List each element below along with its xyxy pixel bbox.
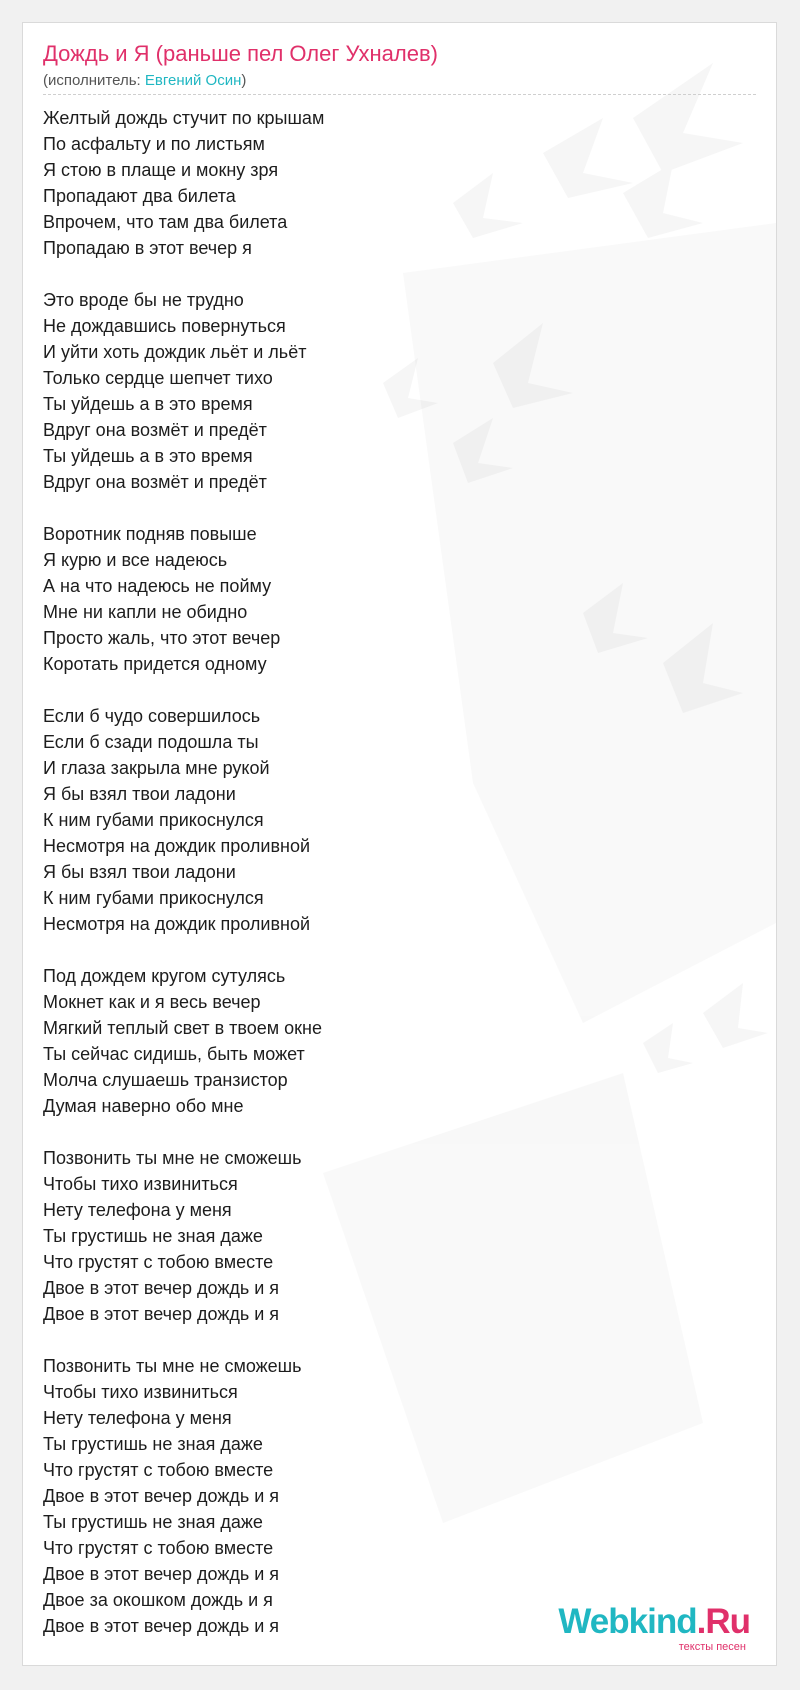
lyrics-line: И уйти хоть дождик льёт и льёт — [43, 342, 307, 362]
lyrics-line: Я стою в плаще и мокну зря — [43, 160, 279, 180]
lyrics-stanza — [43, 1145, 603, 1327]
lyrics-line: Молча слушаешь транзистор — [43, 1070, 288, 1090]
lyrics-body — [43, 105, 603, 1665]
header-divider — [43, 94, 756, 95]
lyrics-line: Просто жаль, что этот вечер — [43, 628, 281, 648]
lyrics-line: Двое в этот вечер дождь и я — [43, 1564, 280, 1584]
logo-suffix-text: .Ru — [696, 1602, 750, 1641]
artist-line — [43, 72, 246, 90]
lyrics-line: Нету телефона у меня — [43, 1408, 232, 1428]
lyrics-line: Пропадают два билета — [43, 186, 236, 206]
lyrics-line: А на что надеюсь не пойму — [43, 576, 272, 596]
lyrics-line: Под дождем кругом сутулясь — [43, 966, 286, 986]
lyrics-line: Двое в этот вечер дождь и я — [43, 1278, 280, 1298]
lyrics-line: Если б сзади подошла ты — [43, 732, 259, 752]
lyrics-line: Двое в этот вечер дождь и я — [43, 1616, 280, 1636]
lyrics-line: Чтобы тихо извиниться — [43, 1382, 238, 1402]
lyrics-line: Воротник подняв повыше — [43, 524, 257, 544]
lyrics-line: Несмотря на дождик проливной — [43, 914, 311, 934]
logo-main-text: Webkind — [558, 1602, 697, 1641]
page-title: Дождь и Я (раньше пел Олег Ухналев) — [43, 41, 438, 66]
lyrics-line: Вдруг она возмёт и предёт — [43, 420, 267, 440]
lyrics-line: Что грустят с тобою вместе — [43, 1538, 274, 1558]
lyrics-page — [22, 22, 777, 1666]
lyrics-line: Мокнет как и я весь вечер — [43, 992, 261, 1012]
lyrics-line: К ним губами прикоснулся — [43, 810, 264, 830]
logo-tagline: тексты песен — [678, 1641, 746, 1653]
lyrics-line: Позвонить ты мне не сможешь — [43, 1356, 302, 1376]
lyrics-line: Я бы взял твои ладони — [43, 862, 236, 882]
site-logo[interactable] — [560, 1603, 750, 1655]
lyrics-line: Ты уйдешь а в это время — [43, 446, 253, 466]
lyrics-line: Несмотря на дождик проливной — [43, 836, 311, 856]
lyrics-line: Чтобы тихо извиниться — [43, 1174, 238, 1194]
lyrics-line: Ты грустишь не зная даже — [43, 1512, 263, 1532]
lyrics-line: К ним губами прикоснулся — [43, 888, 264, 908]
lyrics-line: Я курю и все надеюсь — [43, 550, 228, 570]
lyrics-line: Нету телефона у меня — [43, 1200, 232, 1220]
lyrics-line: Ты грустишь не зная даже — [43, 1226, 263, 1246]
lyrics-stanza — [43, 1353, 603, 1639]
lyrics-stanza — [43, 105, 603, 261]
lyrics-line: Что грустят с тобою вместе — [43, 1460, 274, 1480]
lyrics-line: Это вроде бы не трудно — [43, 290, 244, 310]
lyrics-line: Ты уйдешь а в это время — [43, 394, 253, 414]
artist-prefix: (исполнитель: — [43, 72, 145, 89]
lyrics-line: Двое в этот вечер дождь и я — [43, 1486, 280, 1506]
lyrics-line: Я бы взял твои ладони — [43, 784, 236, 804]
lyrics-line: Если б чудо совершилось — [43, 706, 261, 726]
lyrics-line: Только сердце шепчет тихо — [43, 368, 273, 388]
lyrics-line: Двое за окошком дождь и я — [43, 1590, 273, 1610]
artist-suffix: ) — [241, 72, 247, 89]
logo-wordmark — [558, 1603, 750, 1641]
lyrics-line: Вдруг она возмёт и предёт — [43, 472, 267, 492]
lyrics-line: По асфальту и по листьям — [43, 134, 265, 154]
lyrics-line: Двое в этот вечер дождь и я — [43, 1304, 280, 1324]
lyrics-line: Коротать придется одному — [43, 654, 267, 674]
lyrics-line: И глаза закрыла мне рукой — [43, 758, 270, 778]
lyrics-line: Мне ни капли не обидно — [43, 602, 248, 622]
lyrics-line: Ты грустишь не зная даже — [43, 1434, 263, 1454]
lyrics-line: Не дождавшись повернуться — [43, 316, 286, 336]
lyrics-line: Позвонить ты мне не сможешь — [43, 1148, 302, 1168]
lyrics-stanza — [43, 521, 603, 677]
lyrics-stanza — [43, 703, 603, 937]
lyrics-stanza — [43, 287, 603, 495]
lyrics-line: Мягкий теплый свет в твоем окне — [43, 1018, 323, 1038]
artist-link[interactable]: Евгений Осин — [144, 72, 242, 89]
lyrics-line: Что грустят с тобою вместе — [43, 1252, 274, 1272]
lyrics-line: Думая наверно обо мне — [43, 1096, 244, 1116]
lyrics-line: Впрочем, что там два билета — [43, 212, 288, 232]
lyrics-stanza — [43, 963, 603, 1119]
lyrics-line: Пропадаю в этот вечер я — [43, 238, 252, 258]
lyrics-line: Ты сейчас сидишь, быть может — [43, 1044, 305, 1064]
lyrics-line: Желтый дождь стучит по крышам — [43, 108, 325, 128]
